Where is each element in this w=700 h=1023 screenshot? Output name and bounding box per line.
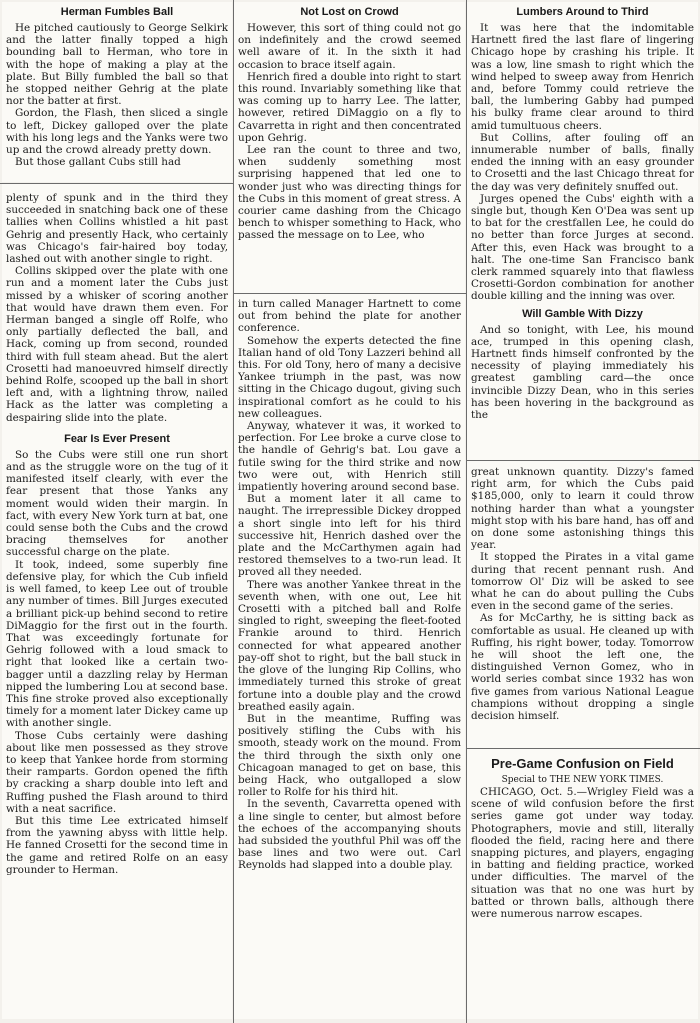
article-column-3-top [471, 3, 694, 454]
paragraph: But a moment later it all came to naught. The irrepressible Dickey dropped a short single into left for his third successive hit, Henrich dashed over the plate and the McCarthymen again had restored themselves to a two-run lead. It proved all they needed. [238, 493, 461, 579]
paragraph: Gordon, the Flash, then sliced a single to left, Dickey galloped over the plate with his long legs and the Yanks were two up and the crowd already pretty down. [6, 107, 228, 157]
headline-not-lost-on-crowd: Not Lost on Crowd [300, 6, 399, 18]
headline-herman-fumbles-ball: Herman Fumbles Ball [60, 6, 174, 18]
paragraph: Henrich fired a double into right to start this round. Invariably something like that was coming up to harry Lee. The latter, however, retired DiMaggio on a fly to Cavarretta in right and then concentrated upon Gehrig. [238, 70, 461, 144]
paragraph: But in the meantime, Ruffing was positively stifling the Cubs with his smooth, steady work on the mound. From the third through the sixth only one Chicagoan managed to get on base, this being Hack, who outgalloped a slow roller to Rolfe for his third hit. [238, 712, 461, 799]
headline-lumbers-around-to-third: Lumbers Around to Third [516, 6, 649, 18]
headline-pre-game-confusion: Pre-Game Confusion on Field [491, 756, 674, 771]
paragraph: Collins skipped over the plate with one run and a moment later the Cubs just missed by a whisker of scoring another that would have drawn them even. For Herman banged a single off Rolfe, who only partially deflected the ball, and Hack, coming up from second, rounded third with full steam ahead. But the alert Crosetti had manoeuvred himself directly behind Rolfe, scooped up the ball in short left and, with a lightning throw, nailed Hack as the latter was completing a despairing slide into the plate. [6, 265, 228, 424]
paragraph: But this time Lee extricated himself from the yawning abyss with little help. He fanned Crosetti for the second time in the game and retired Rolfe on an easy grounder to Herman. [6, 814, 228, 876]
paragraph: Those Cubs certainly were dashing about like men possessed as they strove to keep that Yankee horde from storming their ramparts. Gordon opened the fifth by cracking a sharp double into left and Ruffing pushed the Flash around to third with a neat sacrifice. [6, 729, 228, 815]
column-rule [233, 0, 234, 1023]
section-divider [466, 748, 700, 749]
paragraph: As for McCarthy, he is sitting back as comfortable as usual. He cleaned up with Ruffing, his right bower, today. Tomorrow he will shoot the left one, the distinguished Vernon Gomez, who in world series combat since 1932 has won five games from various National League champions without dropping a single decision himself. [471, 612, 694, 723]
paragraph: So the Cubs were still one run short and as the struggle wore on the tug of it manifested itself clearly, with ever the fear present that those Yanks any moment would widen their margin. In fact, with every New York turn at bat, one could sense both the Cubs and the crowd bracing themselves for another successful charge on the plate. [6, 448, 228, 559]
article-column-1-main [6, 192, 228, 1018]
headline-will-gamble-with-dizzy: Will Gamble With Dizzy [522, 307, 643, 320]
paragraph: There was another Yankee threat in the seventh when, with one out, Lee hit Crosetti with a pitched ball and Rolfe singled to right, sweeping the fleet-footed Frankie around to third. Henrich connected for what appeared another pay-off shot to right, but the ball stuck in the glove of the lunging Rip Collins, who immediately turned this stroke of great fortune into a double play and the crowd breathed easily again. [238, 578, 461, 713]
article-column-2-top [238, 3, 461, 289]
paragraph: It took, indeed, some superbly fine defensive play, for which the Cub infield is well famed, to keep Lee out of trouble any number of times. Bill Jurges executed a brilliant pick-up behind second to retire DiMaggio for the first out in the fourth. That was exceedingly fortunate for Gehrig followed with a loud smack to right that looked like a certain two-bagger until a dazzling relay by Herman nipped the lumbering Lou at second base. This fine stroke proved also exceptionally timely for a moment later Dickey came up with another single. [6, 558, 228, 730]
paragraph: great unknown quantity. Dizzy's famed right arm, for which the Cubs paid $185,000, only to learn it could throw nothing harder than what a youngster might stop with his bare hand, has off and on done some astonishing things this year. [471, 466, 694, 552]
paragraph: Lee ran the count to three and two, when suddenly something most surprising happened that led one to wonder just who was directing things for the Cubs in this moment of great stress. A courier came dashing from the Chicago bench to whisper something to Hack, who passed the message on to Lee, who [238, 144, 461, 242]
paragraph: plenty of spunk and in the third they succeeded in snatching back one of these tallies when Collins whistled a hit past Gehrig and presently Hack, who certainly was Chicago's fair-haired boy today, lashed out with another single to right. [6, 192, 228, 266]
paragraph: However, this sort of thing could not go on indefinitely and the crowd seemed well aware of it. In the sixth it had occasion to brace itself again. [238, 22, 461, 71]
article-pre-game-confusion [471, 754, 694, 954]
paragraph: Jurges opened the Cubs' eighth with a single but, though Ken O'Dea was sent up to bat for the crestfallen Lee, he could do no better than force Jurges at second. After this, even Hack was brought to a halt. The one-time San Francisco bank clerk rammed squarely into that flawless Crosetti-Gordon combination for another double killing and the inning was over. [471, 192, 694, 303]
paragraph: But those gallant Cubs still had [15, 156, 181, 169]
section-divider [233, 293, 466, 294]
article-column-1-top [6, 3, 228, 181]
headline-fear-is-ever-present: Fear Is Ever Present [64, 432, 170, 445]
paragraph: In the seventh, Cavarretta opened with a line single to center, but almost before the echoes of the accompanying shouts had subsided the youthful Phil was off the base lines and two were out. Carl Reynolds had slapped into a double play. [238, 798, 461, 872]
paragraph: CHICAGO, Oct. 5.—Wrigley Field was a scene of wild confusion before the first series game got under way today. Photographers, movie and still, literally flooded the field, racing here and there snapping pictures, and players, engaging in batting and fielding practice, worked under difficulties. The marvel of the situation was that no one was hurt by batted or thrown balls, although there were numerous narrow escapes. [471, 786, 694, 921]
byline: Special to THE NEW YORK TIMES. [501, 775, 664, 785]
paragraph: But Collins, after fouling off an innumerable number of balls, finally ended the inning with an easy grounder to Crosetti and the last Chicago threat for the day was very definitely snuffed out. [471, 131, 694, 193]
article-column-2-main [238, 298, 461, 1018]
section-divider [466, 460, 700, 461]
section-divider [0, 183, 233, 184]
paragraph: Somehow the experts detected the fine Italian hand of old Tony Lazzeri behind all this. For old Tony, hero of many a decisive Yankee triumph in the past, was now sitting in the Chicago dugout, giving such inspirational comfort as he could to his new colleagues. [238, 334, 461, 420]
paragraph: in turn called Manager Hartnett to come out from behind the plate for another conference. [238, 298, 461, 335]
column-rule [466, 0, 467, 1023]
article-column-3-main [471, 466, 694, 742]
paragraph: It stopped the Pirates in a vital game during that recent pennant rush. And tomorrow Ol' Diz will be asked to see what he can do about pulling the Cubs even in the second game of the series. [471, 551, 694, 613]
paragraph: And so tonight, with Lee, his mound ace, trumped in this opening clash, Hartnett finds himself confronted by the necessity of playing immediately his greatest gambling card—the once invincible Dizzy Dean, who in this series has been hovering in the background as the [471, 323, 694, 422]
paragraph: It was here that the indomitable Hartnett fired the last flare of lingering Chicago hope by crashing his triple. It was a low, line smash to right which the wind helped to sweep away from Henrich and, before Tommy could retrieve the ball, the lumbering Gabby had pumped his bulky frame clear around to third amid tumultuous cheers. [471, 22, 694, 132]
paragraph: He pitched cautiously to George Selkirk and the latter finally topped a high bounding ball to Herman, who tore in with the hope of making a play at the plate. But Billy fumbled the ball so that he stopped neither Gehrig at the plate nor the batter at first. [6, 22, 228, 108]
paragraph: Anyway, whatever it was, it worked to perfection. For Lee broke a curve close to the handle of Gehrig's bat. Lou gave a futile swing for the third strike and now two were out, with Henrich still impatiently hovering around second base. [238, 420, 461, 494]
